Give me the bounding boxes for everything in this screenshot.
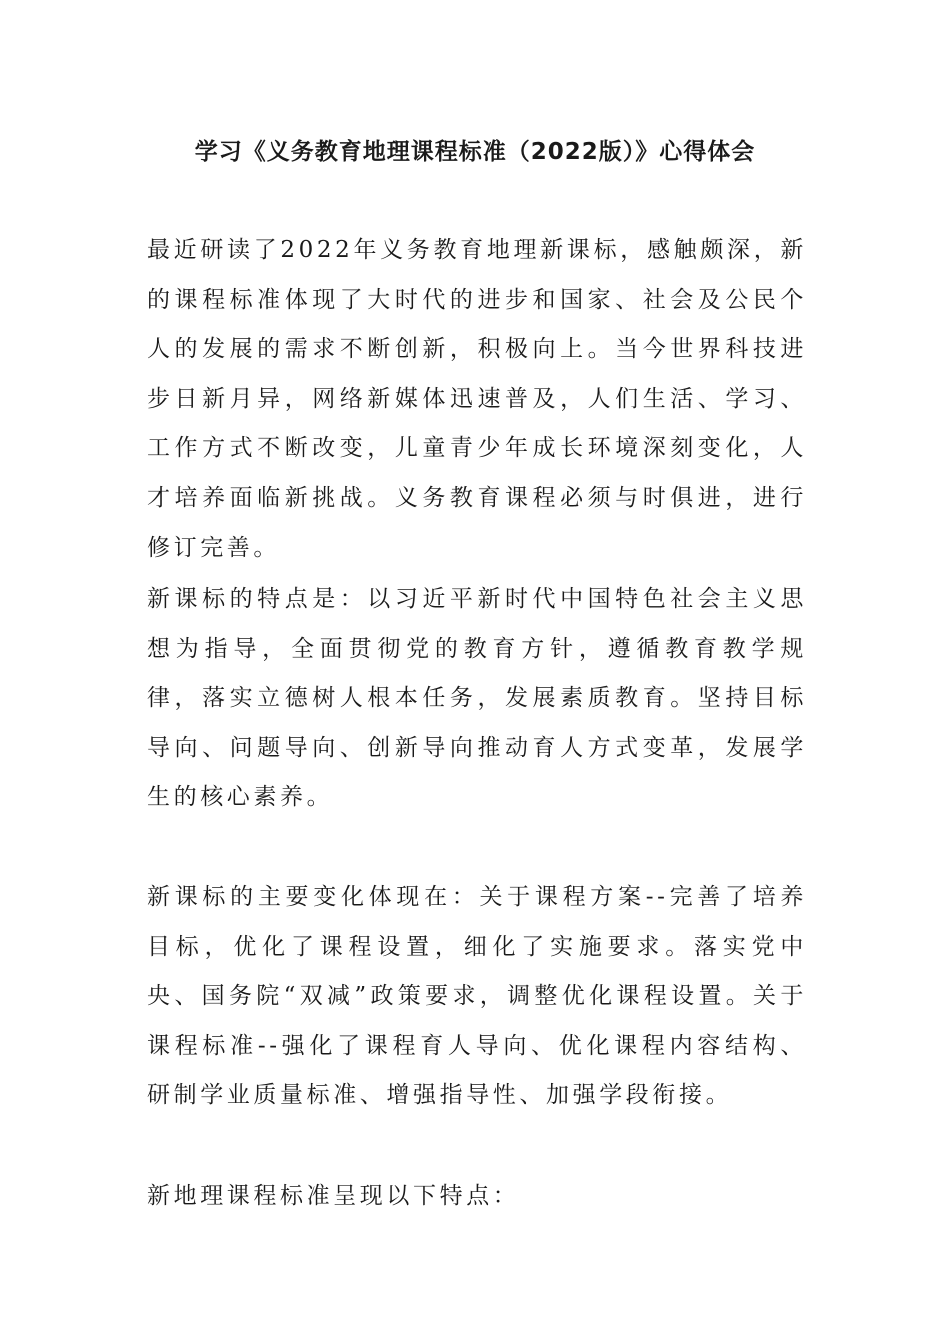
document-title: 学习《义务教育地理课程标准（2022版）》心得体会 <box>194 139 756 165</box>
paragraph-changes: 新课标的主要变化体现在：关于课程方案--完善了培养目标，优化了课程设置，细化了实施要求。落实党中央、国务院“双减”政策要求，调整优化课程设置。关于课程标准--强化了课程育人导向、优化课程内容结构、研制学业质量标准、增强指导性、加强学段衔接。 <box>147 884 807 1109</box>
paragraph-features: 新课标的特点是：以习近平新时代中国特色社会主义思想为指导，全面贯彻党的教育方针，遵循教育教学规律，落实立德树人根本任务，发展素质教育。坚持目标导向、问题导向、创新导向推动育人方式变革，发展学生的核心素养。 <box>147 586 807 811</box>
paragraph-intro: 最近研读了2022年义务教育地理新课标，感触颇深，新的课程标准体现了大时代的进步和国家、社会及公民个人的发展的需求不断创新，积极向上。当今世界科技进步日新月异，网络新媒体迅速普及，人们生活、学习、工作方式不断改变，儿童青少年成长环境深刻变化，人才培养面临新挑战。义务教育课程必须与时俱进，进行修订完善。 <box>147 237 807 561</box>
paragraph-geography-features: 新地理课程标准呈现以下特点： <box>147 1183 520 1209</box>
